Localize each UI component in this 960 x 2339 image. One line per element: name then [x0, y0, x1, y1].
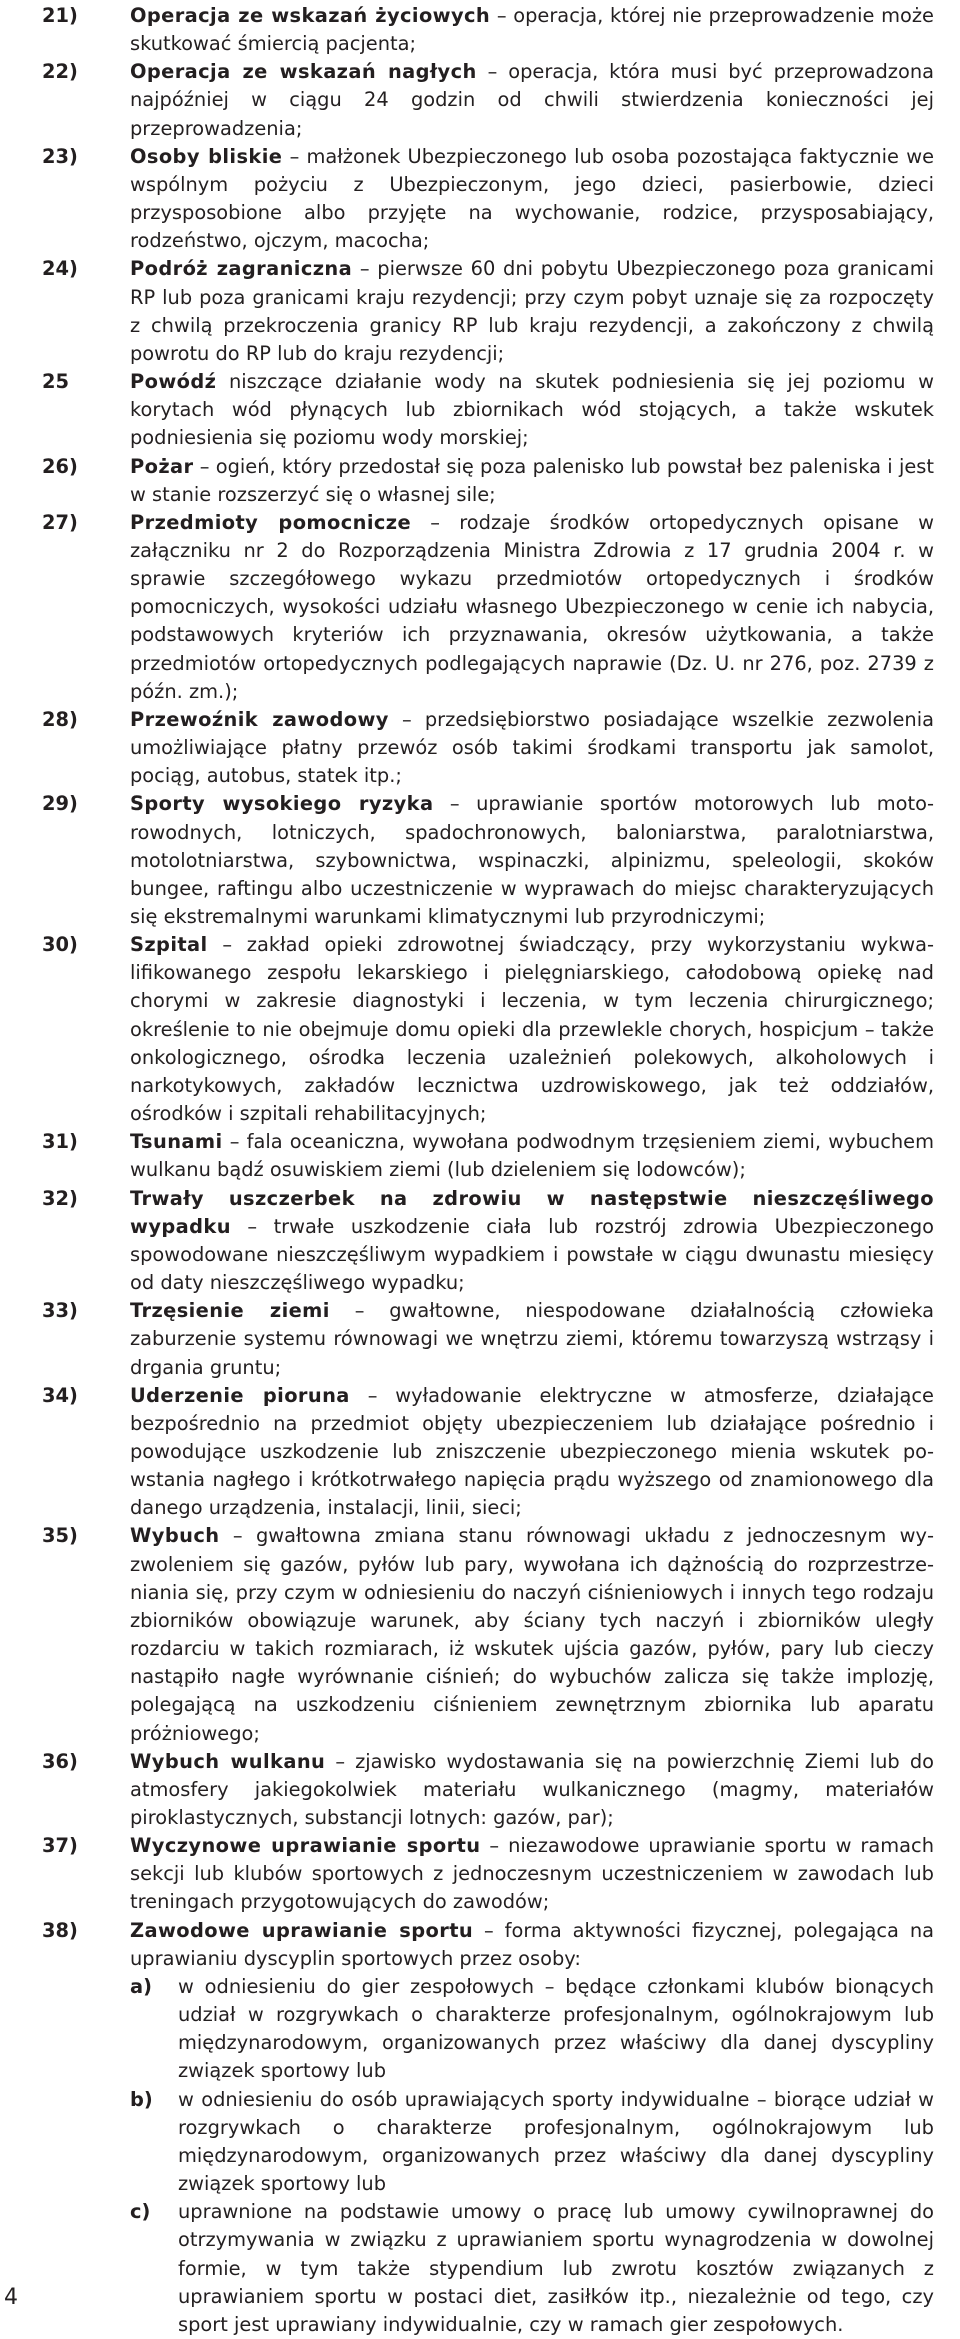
definition-text: – forma aktywności fizycznej, polegająca na uprawianiu dyscyplin sportowych przez osoby:	[130, 1918, 934, 1970]
definition-term: Pożar	[130, 454, 194, 478]
subitem-text: w odniesieniu do osób uprawiających sporty indywidualne – biorące udział w rozgrywkach o charakterze profesjonalnym, ogólnokrajowym lub międzynarodowym, organizowanych przez właściwy dla danej dyscypliny związek sportowy lub	[178, 2087, 934, 2196]
page-number: 4	[4, 2285, 18, 2310]
definition-text: – przedsiębiorstwo posiadające wszelkie zezwolenia umożliwiające płatny przewóz osób takimi środkami transportu jak samolot, pociąg, autobus, statek itp.;	[130, 707, 934, 788]
subitem-label: c)	[130, 2200, 151, 2224]
definition-term: Przedmioty pomocnicze	[130, 510, 412, 534]
definition-term: Uderzenie pioruna	[130, 1383, 350, 1407]
definition-text: – zakład opieki zdrowotnej świadczący, przy wykorzystaniu wykwalifikowanego zespołu lekarskiego i pielęgniarskiego, całodobową opiekę nad chorymi w zakresie diagnostyki i leczenia, w tym leczenia chirurgicznego; określenie to nie obejmuje domu opieki dla przewlekle chorych, hospicjum – także onkologicznego, ośrodka leczenia uzależnień polekowych, alkoholowych i narkotykowych, zakładów lecznictwa uzdrowiskowego, jak też oddziałów, ośrodków i szpitali rehabilitacyjnych;	[130, 933, 934, 1126]
definition-number: 25	[42, 370, 69, 394]
definition-item	[42, 706, 934, 790]
definition-item	[42, 1185, 934, 1298]
definition-number: 34)	[42, 1383, 78, 1407]
definition-term: Podróż zagraniczna	[130, 257, 353, 281]
definition-text: – trwałe uszkodzenie ciała lub rozstrój zdrowia Ubezpieczonego spowodowane nieszczęśliwym wypadkiem i powstałe w ciągu dwunastu miesięcy od daty nieszczęśliwego wypadku;	[130, 1214, 934, 1295]
definition-text: – ogień, który przedostał się poza palenisko lub powstał bez paleniska i jest w stanie rozszerzyć się o własnej sile;	[130, 454, 934, 506]
definition-number: 30)	[42, 933, 78, 957]
definition-item	[42, 790, 934, 931]
definition-text: – niezawodowe uprawianie sportu w ramach sekcji lub klubów sportowych z jednoczesnym uczestniczeniem w zawodach lub treningach przygotowujących do zawodów;	[130, 1834, 934, 1914]
definition-item	[42, 1748, 934, 1832]
definition-term: Sporty wysokiego ryzyka	[130, 792, 434, 816]
definition-text: – fala oceaniczna, wywołana podwodnym trzęsieniem ziemi, wybuchem wulkanu bądź osuwiskiem ziemi (lub dzieleniem się lodowców);	[130, 1130, 934, 1182]
definition-number: 24)	[42, 257, 78, 281]
definition-item	[42, 143, 934, 256]
definition-term: Tsunami	[130, 1130, 223, 1154]
definition-term: Trwały uszczerbek na zdrowiu w następstwie nieszczęśliwego wypadku	[130, 1186, 934, 1238]
definition-term: Przewoźnik zawodowy	[130, 707, 389, 731]
definition-number: 33)	[42, 1299, 78, 1323]
definition-number: 22)	[42, 60, 78, 84]
subitem-text: uprawnione na podstawie umowy o pracę lub umowy cywilnoprawnej do otrzymywania w związku z uprawianiem sportu wynagrodzenia w dowolnej formie, w tym także stypendium lub zwrotu kosztów związanych z uprawianiem sportu w postaci diet, zasiłków itp., niezależnie od tego, czy sport jest uprawiany indywidualnie, czy w ramach gier zespołowych.	[178, 2200, 934, 2336]
definition-item	[42, 1832, 934, 1916]
definition-number: 37)	[42, 1834, 78, 1858]
definition-text: – gwałtowne, niespodowane działalnością człowieka zaburzenie systemu równowagi we wnętrzu ziemi, któremu towarzyszą wstrząsy i drgania gruntu;	[130, 1299, 934, 1379]
definition-item	[42, 1917, 934, 2339]
definition-number: 28)	[42, 707, 78, 731]
definition-number: 36)	[42, 1749, 78, 1773]
definition-text: – wyładowanie elektryczne w atmosferze, działające bezpośrednio na przedmiot objęty ubezpieczeniem lub działające pośrednio i powodujące uszkodzenie lub zniszczenie ubezpieczonego mienia wskutek powstania nagłego i krótkotrwałego napięcia prądu wyższego od znamionowego dla danego urządzenia, instalacji, linii, sieci;	[130, 1383, 934, 1520]
definition-item	[42, 453, 934, 509]
definition-item	[42, 58, 934, 142]
definition-number: 27)	[42, 510, 78, 534]
definitions-list	[42, 2, 934, 2339]
definition-text: – rodzaje środków ortopedycznych opisane w załączniku nr 2 do Rozporządzenia Ministra Zdrowia z 17 grudnia 2004 r. w sprawie szczegółowego wykazu przedmiotów ortopedycznych i środków pomocniczych, wysokości udziału własnego Ubezpieczonego w cenie ich nabycia, podstawowych kryteriów ich przyznawania, okresów użytkowania, a także przedmiotów ortopedycznych podlegających naprawie (Dz. U. nr 276, poz. 2739 z późn. zm.);	[130, 510, 934, 703]
definition-item	[42, 2, 934, 58]
definition-text: – zjawisko wydostawania się na powierzchnię Ziemi lub do atmosfery jakiegokolwiek materiału wulkanicznego (magmy, materiałów piroklastycznych, substancji lotnych: gazów, par);	[130, 1749, 934, 1829]
definition-item	[42, 931, 934, 1128]
definition-text: – małżonek Ubezpieczonego lub osoba pozostająca faktycznie we wspólnym pożyciu z Ubezpieczonym, jego dzieci, pasierbowie, dzieci przysposobione albo przyjęte na wychowanie, rodzice, przysposabiający, rodzeństwo, ojczym, macocha;	[130, 144, 935, 253]
definition-number: 32)	[42, 1186, 78, 1210]
subitem-label: b)	[130, 2087, 153, 2111]
subitem-text: w odniesieniu do gier zespołowych – będące członkami klubów bionących udział w rozgrywkach o charakterze profesjonalnym, ogólnokrajowym lub międzynarodowym, organizowanych przez właściwy dla danej dyscypliny związek sportowy lub	[178, 1974, 934, 2083]
definition-text: – operacja, której nie przeprowadzenie może skutkować śmiercią pacjenta;	[130, 4, 934, 56]
subitem	[130, 2086, 934, 2199]
definition-text: niszczące działanie wody na skutek podniesienia się jej poziomu w korytach wód płynących lub zbiornikach wód stojących, a także wskutek podniesienia się poziomu wody morskiej;	[130, 370, 934, 450]
definition-term: Wyczynowe uprawianie sportu	[130, 1834, 481, 1858]
definition-item	[42, 1128, 934, 1184]
subitem	[130, 2198, 934, 2339]
definition-text: – gwałtowna zmiana stanu równowagi układu z jednoczesnym wyzwoleniem się gazów, pyłów lub pary, wywołana ich dążnością do rozprzestrzeniania się, przy czym w odniesieniu do naczyń ciśnieniowych i innych tego rodzaju zbiorników obowiązuje warunek, aby ściany tych naczyń i zbiorników uległy rozdarciu w takich rozmiarach, iż wskutek ujścia gazów, pyłów, pary lub cieczy nastąpiło nagłe wyrównanie ciśnień; do wybuchów zalicza się także implozję, polegającą na uszkodzeniu ciśnieniem zewnętrznym zbiornika lub aparatu próżniowego;	[130, 1524, 934, 1745]
definition-number: 21)	[42, 4, 78, 27]
definition-term: Operacja ze wskazań nagłych	[130, 60, 477, 84]
definition-term: Operacja ze wskazań życiowych	[130, 4, 491, 27]
definition-number: 26)	[42, 454, 78, 478]
definition-term: Zawodowe uprawianie sportu	[130, 1918, 474, 1942]
definition-number: 23)	[42, 144, 78, 168]
definition-item	[42, 1297, 934, 1381]
definition-text: – operacja, która musi być przeprowadzona najpóźniej w ciągu 24 godzin od chwili stwierdzenia konieczności jej przeprowadzenia;	[130, 60, 934, 140]
definition-item	[42, 509, 934, 706]
definition-number: 29)	[42, 792, 78, 816]
definition-text: – uprawianie sportów motorowych lub motorowodnych, lotniczych, spadochronowych, baloniarstwa, paralotniarstwa, motolotniarstwa, szybownictwa, wspinaczki, alpinizmu, speleologii, skoków bungee, raftingu albo uczestniczenie w wyprawach do miejsc charakteryzujących się ekstremalnymi warunkami klimatycznymi lub przyrodniczymi;	[130, 792, 934, 928]
definition-term: Szpital	[130, 933, 208, 957]
definition-item	[42, 368, 934, 452]
definition-text: – pierwsze 60 dni pobytu Ubezpieczonego poza granicami RP lub poza granicami kraju rezydencji; przy czym pobyt uznaje się za rozpoczęty z chwilą przekroczenia granicy RP lub kraju rezydencji, a zakończony z chwilą powrotu do RP lub do kraju rezydencji;	[130, 257, 934, 365]
subitem	[130, 1973, 934, 2086]
definition-number: 35)	[42, 1524, 78, 1548]
definition-number: 38)	[42, 1918, 78, 1942]
definition-term: Trzęsienie ziemi	[130, 1299, 330, 1323]
definition-item	[42, 255, 934, 368]
definition-term: Wybuch	[130, 1524, 220, 1548]
subitem-label: a)	[130, 1974, 152, 1998]
definition-term: Powódź	[130, 370, 217, 394]
definition-term: Osoby bliskie	[130, 144, 283, 168]
definition-item	[42, 1382, 934, 1523]
definition-item	[42, 1522, 934, 1747]
definition-term: Wybuch wulkanu	[130, 1749, 326, 1773]
definition-number: 31)	[42, 1130, 78, 1154]
